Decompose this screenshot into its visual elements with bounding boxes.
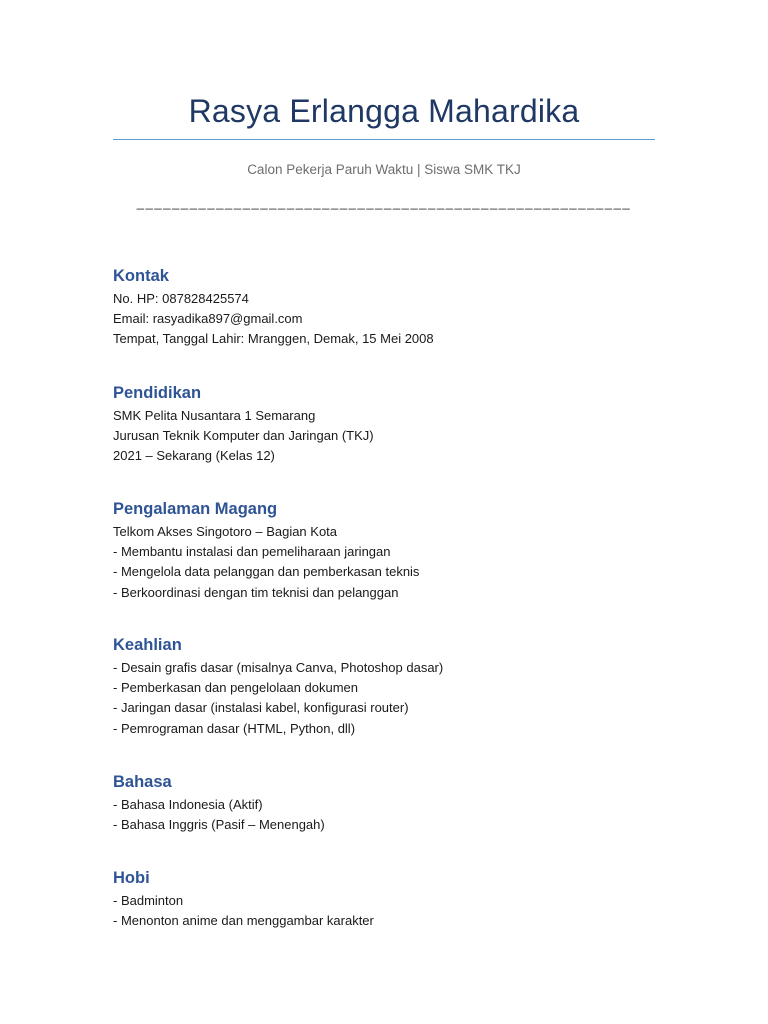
section-kontak (113, 265, 673, 350)
section-keahlian (113, 634, 673, 739)
section-heading: Pendidikan (113, 384, 202, 402)
list-item: - Badminton (113, 893, 184, 908)
list-item: - Bahasa Indonesia (Aktif) (113, 797, 263, 812)
contact-birth: Tempat, Tanggal Lahir: Mranggen, Demak, 15 Mei 2008 (113, 331, 434, 347)
section-heading: Hobi (113, 869, 150, 887)
list-item: - Pemrograman dasar (HTML, Python, dll) (113, 720, 356, 736)
dashed-separator: ________________________________________________________ (136, 195, 632, 210)
list-item: SMK Pelita Nusantara 1 Semarang (113, 408, 316, 423)
section-heading: Pengalaman Magang (113, 500, 278, 518)
section-heading: Kontak (113, 267, 169, 285)
section-heading: Bahasa (113, 773, 172, 791)
list-item: Jurusan Teknik Komputer dan Jaringan (TKJ) (113, 428, 374, 444)
list-item: Telkom Akses Singotoro – Bagian Kota (113, 524, 338, 539)
section-pendidikan (113, 382, 673, 467)
title-underline (113, 139, 655, 140)
section-hobi (113, 867, 673, 931)
list-item: - Jaringan dasar (instalasi kabel, konfigurasi router) (113, 700, 409, 716)
contact-email: Email: rasyadika897@gmail.com (113, 311, 303, 327)
list-item: - Menonton anime dan menggambar karakter (113, 913, 374, 929)
contact-phone: No. HP: 087828425574 (113, 291, 249, 306)
list-item: - Membantu instalasi dan pemeliharaan jaringan (113, 544, 391, 560)
list-item: - Mengelola data pelanggan dan pemberkasan teknis (113, 564, 420, 580)
resume-name: Rasya Erlangga Mahardika (188, 93, 580, 129)
list-item: - Bahasa Inggris (Pasif – Menengah) (113, 817, 325, 833)
resume-subtitle: Calon Pekerja Paruh Waktu | Siswa SMK TKJ (247, 162, 521, 177)
list-item: - Berkoordinasi dengan tim teknisi dan pelanggan (113, 584, 399, 600)
section-magang (113, 498, 673, 603)
list-item: 2021 – Sekarang (Kelas 12) (113, 448, 275, 464)
section-bahasa (113, 771, 673, 835)
list-item: - Desain grafis dasar (misalnya Canva, Photoshop dasar) (113, 660, 444, 675)
section-heading: Keahlian (113, 636, 182, 654)
list-item: - Pemberkasan dan pengelolaan dokumen (113, 680, 359, 696)
